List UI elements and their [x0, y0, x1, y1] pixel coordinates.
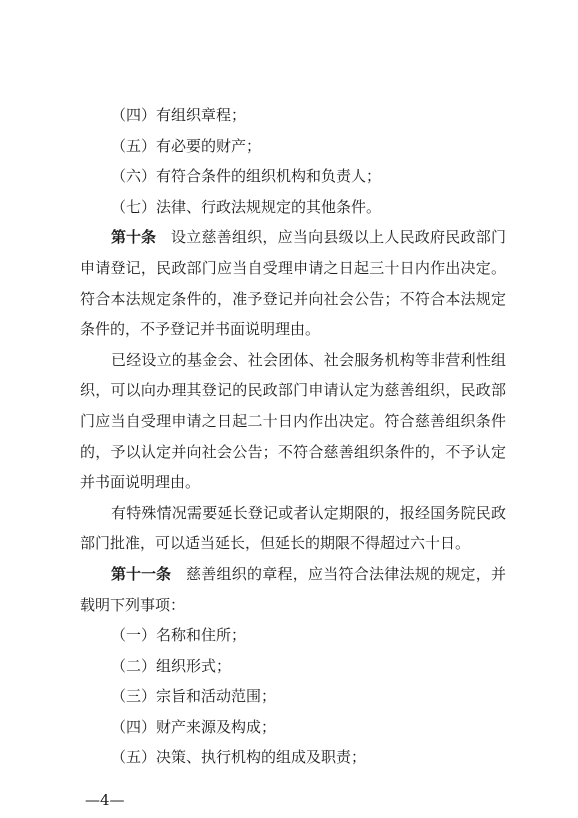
list-item: （四）财产来源及构成； — [111, 717, 277, 736]
article-11-heading: 第十一条 — [111, 564, 172, 583]
condition-item: （五）有必要的财产； — [111, 136, 262, 155]
article-11-first-line — [80, 559, 506, 590]
condition-item: （七）法律、行政法规规定的其他条件。 — [111, 197, 382, 216]
list-item: （一）名称和住所； — [111, 626, 247, 645]
text-line: 的，予以认定并向社会公告；不符合慈善组织条件的，不予认定 — [80, 442, 506, 461]
text-line: 申请登记，民政部门应当自受理申请之日起三十日内作出决定。 — [80, 258, 506, 277]
text-line: 门应当自受理申请之日起二十日内作出决定。符合慈善组织条件 — [80, 411, 506, 430]
text-line: 条件的，不予登记并书面说明理由。 — [80, 320, 321, 339]
text-line: 慈善组织的章程，应当符合法律法规的规定，并 — [186, 564, 506, 583]
list-item: （五）决策、执行机构的组成及职责； — [111, 748, 367, 767]
article-10-first-line — [80, 222, 506, 253]
text-line: 部门批准，可以适当延长，但延长的期限不得超过六十日。 — [80, 534, 471, 553]
text-line: 有特殊情况需要延长登记或者认定期限的，报经国务院民政 — [111, 503, 506, 522]
text-line: 符合本法规定条件的，准予登记并向社会公告；不符合本法规定 — [80, 289, 506, 308]
article-10-heading: 第十条 — [111, 228, 157, 247]
page-number: —4— — [85, 791, 125, 809]
document-body — [80, 100, 506, 773]
condition-item: （四）有组织章程； — [111, 106, 247, 124]
text-line: 织，可以向办理其登记的民政部门申请认定为慈善组织，民政部 — [80, 381, 506, 400]
condition-item: （六）有符合条件的组织机构和负责人； — [111, 167, 382, 186]
text-line: 载明下列事项： — [80, 595, 186, 614]
list-item: （三）宗旨和活动范围； — [111, 687, 277, 706]
text-line: 已经设立的基金会、社会团体、社会服务机构等非营利性组 — [111, 350, 506, 369]
list-item: （二）组织形式； — [111, 656, 232, 675]
text-line: 设立慈善组织，应当向县级以上人民政府民政部门 — [171, 228, 506, 247]
text-line: 并书面说明理由。 — [80, 473, 201, 492]
